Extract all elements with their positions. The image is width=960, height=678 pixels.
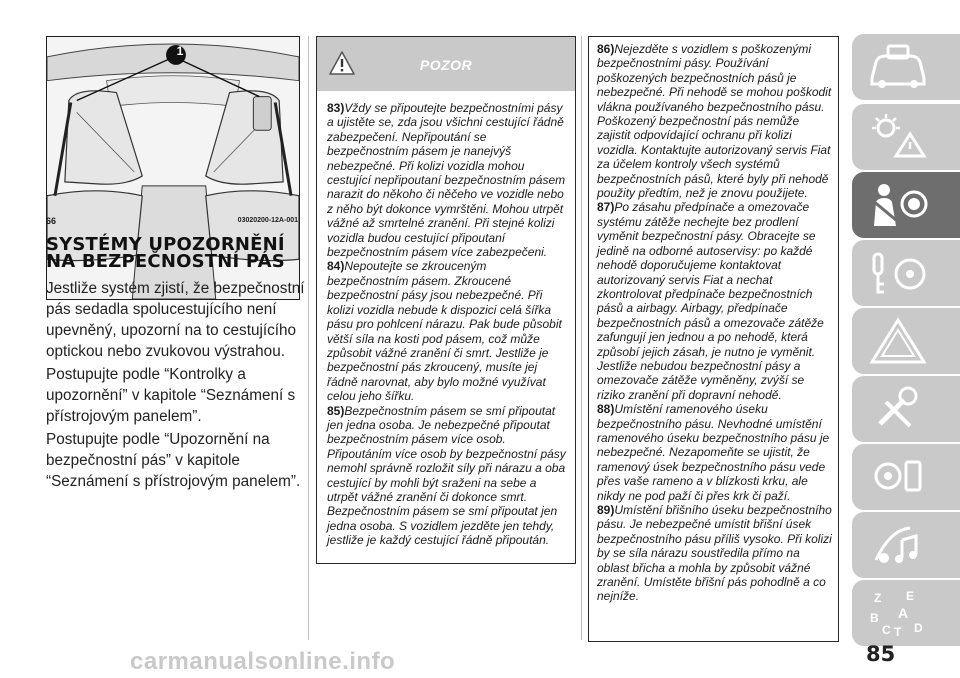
item-number: 89) xyxy=(597,503,615,517)
section-title xyxy=(46,236,306,270)
item-number: 87) xyxy=(597,200,615,215)
paragraph: Jestliže systém zjistí, že bezpečnostní pás sedadla spolucestujícího není upevněný, upozorní na to cestujícího optickou nebo zvukovou výstrahou. xyxy=(46,280,305,360)
tab-multimedia[interactable] xyxy=(852,512,960,578)
multimedia-icon xyxy=(866,520,930,570)
emergency-triangle-icon xyxy=(866,316,930,366)
index-abc-icon xyxy=(866,588,930,638)
item-text: Umístění ramenového úseku bezpečnostního pásu. Nevhodné umístění ramenového úseku bezpečnostního pásu je nebezpečné. Nezapomeňte se ujistit, že ramenový úsek bezpečnostního pásu vede přes vaše rameno a v blízkosti krku, ale nikdy ne pod paží či přes krk či paží. xyxy=(597,402,830,503)
figure-number: 66 xyxy=(46,216,57,226)
warning-item xyxy=(327,101,567,259)
warning-title: POZOR xyxy=(419,57,473,73)
warning-item xyxy=(597,503,832,604)
tab-emergency[interactable] xyxy=(852,308,960,374)
warning-item xyxy=(327,259,567,403)
figure-caption xyxy=(46,216,300,228)
item-number: 86) xyxy=(597,42,615,56)
tab-starting-driving[interactable] xyxy=(852,240,960,306)
item-number: 85) xyxy=(327,403,345,418)
item-text: Po zásahu předpínače a omezovače systému zátěže nechejte bez prodlení vyměnit bezpečnostní pásy. Obracejte se jedině na odborné autoservisy: po každé nehodě doporučujeme kontaktovat autorizovaný servis Fiat a nechat zkontrolovat předpínače bezpečnostních pásů a airbagy. Airbagy, předpínače bezpečnostních pásů a omezovače zátěže zafungují jen jednou a po nehodě, která způsobí jejich zásah, je nutno je vyměnit. Jestliže nebudou bezpečnostní pásy a omezovače zátěže vyměněny, zvýší se riziko zranění při dopravní nehodě. xyxy=(597,200,824,402)
section-title-line2: NA BEZPEČNOSTNÍ PÁS xyxy=(46,251,285,272)
item-text: Vždy se připoutejte bezpečnostními pásy a ujistěte se, zda jsou všichni cestující řádně zabezpečení. Nepřipoutání se bezpečnostním pásem je nanejvýš nebezpečné. Při kolizi vozidla mohou cestující nepřipoutaní bezpečnostním pásem narazit do někoho či něčeho ve vozidle nebo z něho být dokonce vymrštěni. Mohou utrpět vážné až smrtelné zranění. Při stejné kolizi vozidla budou cestující připoutaní bezpečnostním pásem více zabezpečeni. xyxy=(327,101,566,260)
tab-dashboard[interactable] xyxy=(852,104,960,170)
item-text: Bezpečnostním pásem se smí připoutat jen jedna osoba. Je nebezpečné připoutat bezpečnostním pásem více osob. Připoutáním více osob by bezpečnostní pásy nemohl správně rozložit síly při nárazu a oba cestující by mohli být sraženi na sebe a utrpět vážné zranění či dokonce smrt. Bezpečnostním pásem se smí připoutat jen jedna osoba. S vozidlem jezděte jen tehdy, jestliže je každý cestující řádně připoután. xyxy=(327,403,566,548)
watermark: carmanualsonline.info xyxy=(130,648,396,675)
index-letter: E xyxy=(906,589,915,603)
warning-box-continued xyxy=(588,36,839,642)
item-number: 84) xyxy=(327,259,345,274)
figure-code: 03020200-12A-001 xyxy=(237,217,298,224)
warning-item xyxy=(597,42,832,200)
paragraph: Postupujte podle “Upozornění na bezpečnostní pás” v kapitole “Seznámení s přístrojovým panelem”. xyxy=(46,431,301,490)
section-title-line1: SYSTÉMY UPOZORNĚNÍ xyxy=(46,234,285,255)
page-number: 85 xyxy=(866,642,896,666)
item-text: Umístění břišního úseku bezpečnostního pásu. Je nebezpečné umístit břišní úsek bezpečnostního pásu příliš vysoko. Při kolizi by se síla nárazu soustředila přímo na oblast břicha a mohla by způsobit vážné zranění. Umístěte břišní pás pohodlně a co nejníže. xyxy=(597,503,832,604)
item-number: 88) xyxy=(597,402,615,417)
index-letter: T xyxy=(894,625,902,638)
maintenance-wrench-icon xyxy=(866,384,930,434)
callout-number: 1 xyxy=(176,44,184,58)
index-letter: B xyxy=(870,611,879,625)
column-divider xyxy=(308,36,309,640)
item-text: Nepoutejte se zkrouceným bezpečnostním pásem. Zkroucené bezpečnostní pásy jsou nebezpečné. Při kolizi vozidla nebude k dispozici celá šířka pásu pro pohlcení nárazu. Pak bude působit větší síla na kosti pod pásem, což může způsobit vážné zranění či smrt. Jestliže je bezpečnostní pás zkroucený, musíte jej řádně narovnat, aby bylo možné využívat celou jeho šířku. xyxy=(327,259,562,404)
warning-body xyxy=(317,91,575,548)
item-number: 83) xyxy=(327,101,345,115)
warning-item xyxy=(597,200,832,402)
tab-technical-data[interactable] xyxy=(852,444,960,510)
warning-item xyxy=(327,404,567,548)
index-letter: Z xyxy=(874,591,882,605)
paragraph: Postupujte podle “Kontrolky a upozornění” v kapitole “Seznámení s přístrojovým panelem”. xyxy=(46,366,296,425)
index-letter: A xyxy=(898,605,909,621)
warning-header xyxy=(317,37,575,91)
continued-body xyxy=(589,37,838,604)
column-divider xyxy=(581,36,582,640)
section-body xyxy=(46,278,308,494)
warning-box xyxy=(316,36,576,564)
tab-index[interactable] xyxy=(852,580,960,646)
car-info-icon xyxy=(866,42,930,92)
safety-seatbelt-airbag-icon xyxy=(866,180,930,230)
warning-item xyxy=(597,402,832,503)
starting-driving-key-icon xyxy=(866,248,930,298)
tab-car-info[interactable] xyxy=(852,34,960,100)
index-letter: D xyxy=(914,621,923,635)
tab-safety[interactable] xyxy=(852,172,960,238)
tab-maintenance[interactable] xyxy=(852,376,960,442)
dashboard-warning-icon xyxy=(866,112,930,162)
index-letter: C xyxy=(882,623,891,637)
item-text: Nejezděte s vozidlem s poškozenými bezpečnostními pásy. Používání poškozených bezpečnostních pásů je nebezpečné. Při nehodě se mohou poškodit vlákna používaného bezpečnostního pásu. Poškozený bezpečnostní pás nemůže zajistit odpovídající ochranu při kolizi vozidla. Kontaktujte autorizovaný servis Fiat za účelem kontroly všech systémů bezpečnostních pásů, které byly při nehodě použity předtím, než je znovu použijete. xyxy=(597,42,832,201)
technical-data-icon xyxy=(866,452,930,502)
